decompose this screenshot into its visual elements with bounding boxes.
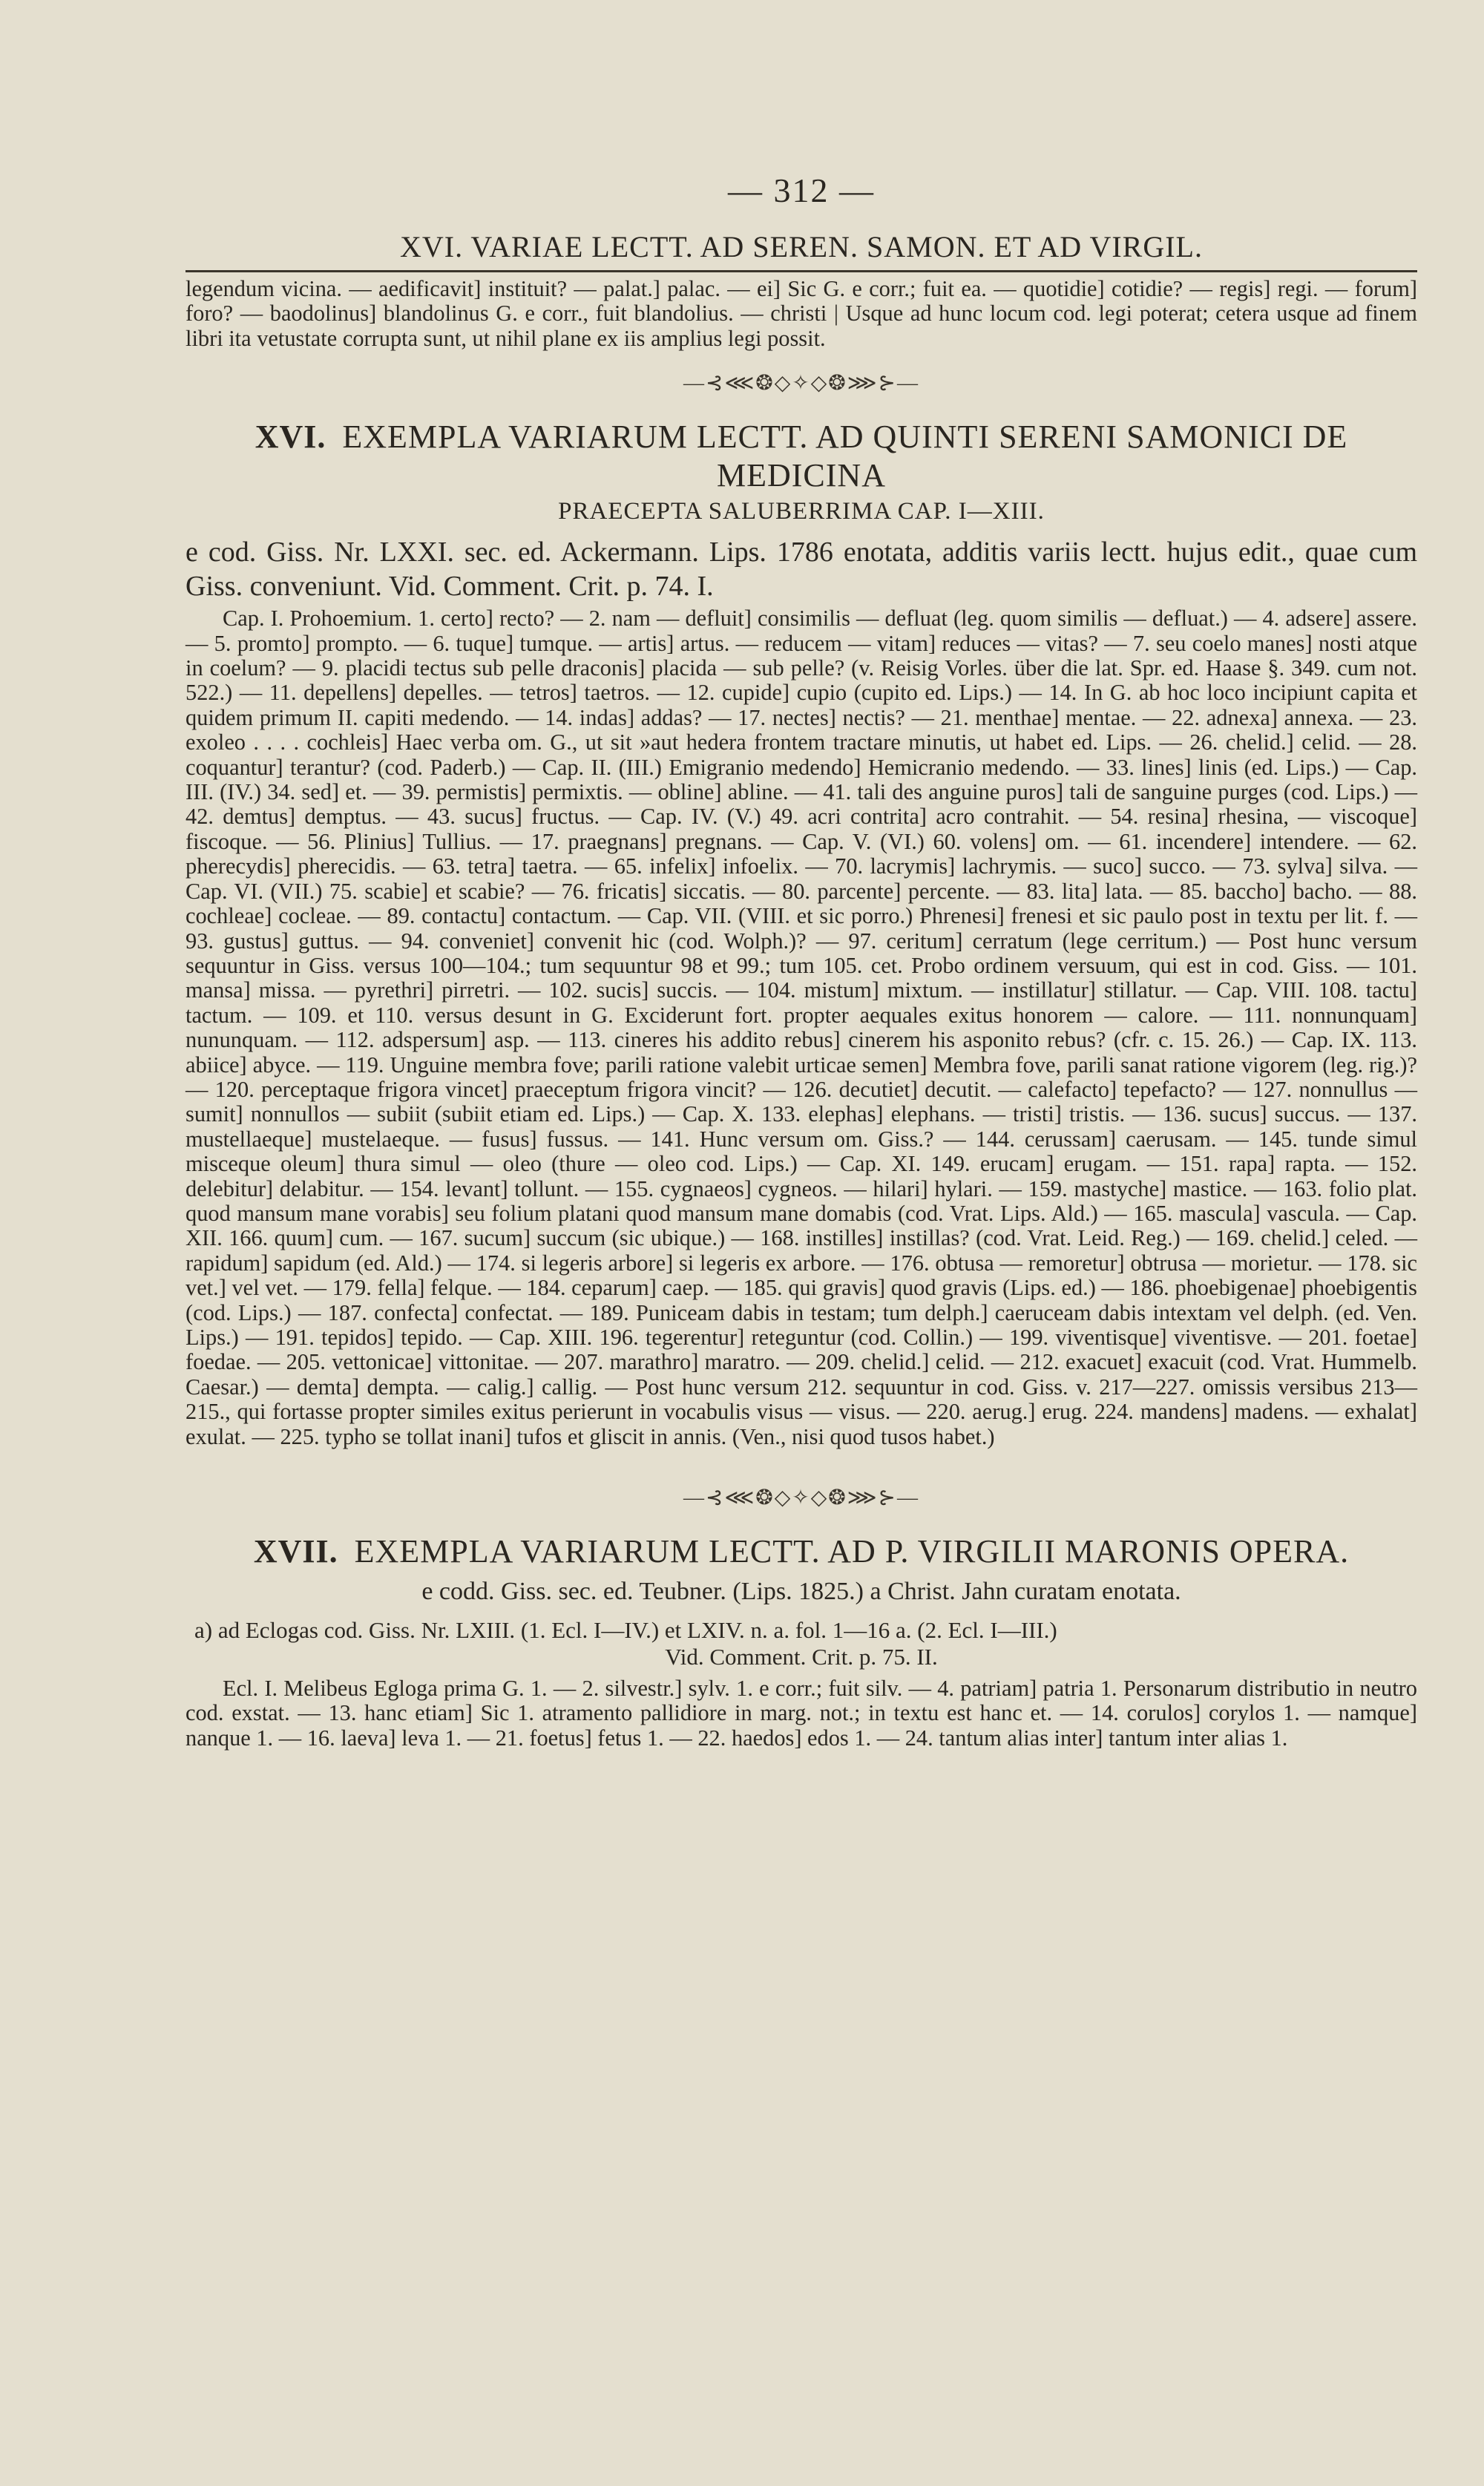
section-17-number: XVII.	[253, 1533, 338, 1570]
section-17-body: Ecl. I. Melibeus Egloga prima G. 1. — 2. silvestr.] sylv. 1. e corr.; fuit silv. — 4. patriam] patria 1. Personarum distributio in neutro cod. exstat. — 13. hanc etiam] Sic 1. atramento pallidiore in marg. not.; in textu est hanc et. — 14. corulos] corylos 1. — namque] nanque 1. — 16. laeva] leva 1. — 21. foetus] fetus 1. — 22. haedos] edos 1. — 24. tantum alias inter] tantum inter alias 1.	[186, 1676, 1417, 1751]
running-head: XVI. VARIAE LECTT. AD SEREN. SAMON. ET AD VIRGIL.	[186, 229, 1417, 272]
section-17-sub-a-ref: Vid. Comment. Crit. p. 75. II.	[665, 1644, 938, 1670]
page	[186, 171, 1417, 1751]
section-16-body: Cap. I. Prohoemium. 1. certo] recto? — 2. nam — defluit] consimilis — defluat (leg. quom similis — defluat.) — 4. adsere] assere. — 5. promto] prompto. — 6. tuque] tumque. — artis] artus. — reducem — vitam] reduces — vitas? — 7. seu coelo manes] nosti atque in coelum? — 9. placidi tectus sub pelle draconis] placida — sub pelle? (v. Reisig Vorles. über die lat. Spr. ed. Haase §. 349. cum not. 522.) — 11. depellens] depelles. — tetros] taetros. — 12. cupide] cupio (cupito ed. Lips.) — 14. In G. ab hoc loco incipiunt capita et quidem primum II. capiti medendo. — 14. indas] addas? — 17. nectes] nectis? — 21. menthae] mentae. — 22. adnexa] annexa. — 23. exoleo . . . . cochleis] Haec verba om. G., ut sit »aut hedera frontem tractare minutis, ut habet ed. Lips. — 26. chelid.] celid. — 28. coquantur] terantur? (cod. Paderb.) — Cap. II. (III.) Emigranio medendo] Hemicranio medendo. — 33. lines] linis (ed. Lips.) — Cap. III. (IV.) 34. sed] et. — 39. permistis] permixtis. — obline] abline. — 41. tali des anguine puros] tali de sanguine purges (cod. Lips.) — 42. demtus] demptus. — 43. sucus] fructus. — Cap. IV. (V.) 49. acri contrita] acro contrahit. — 54. resina] rhesina, — viscoque] fiscoque. — 56. Plinius] Tullius. — 17. praegnans] pregnans. — Cap. V. (VI.) 60. volens] om. — 61. incendere] intendere. — 62. pherecydis] pherecidis. — 63. tetra] taetra. — 65. infelix] infoelix. — 70. lacrymis] lachrymis. — suco] succo. — 73. sylva] silva. — Cap. VI. (VII.) 75. scabie] et scabie? — 76. fricatis] siccatis. — 80. parcente] percente. — 83. lita] lata. — 85. baccho] bacho. — 88. cochleae] cocleae. — 89. contactu] contactum. — Cap. VII. (VIII. et sic porro.) Phrenesi] frenesi et sic paulo post in textu per lit. f. — 93. gustus] guttus. — 94. conveniet] convenit hic (cod. Wolph.)? — 97. ceritum] cerratum (lege cerritum.) — Post hunc versum sequuntur in Giss. versus 100—104.; tum sequuntur 98 et 99.; tum 105. cet. Probo ordinem versuum, qui est in cod. Giss. — 101. mansa] missa. — pyrethri] pirretri. — 102. sucis] succis. — 104. mistum] mixtum. — instillatur] stillatur. — Cap. VIII. 108. tactu] tactum. — 109. et 110. versus desunt in G. Exciderunt fort. propter aequales exitus honorem — calore. — 111. nonnunquam] nununquam. — 112. adspersum] asp. — 113. cineres his addito rebus] cinerem his asponito rebus? (cfr. c. 15. 26.) — Cap. IX. 113. abiice] abyce. — 119. Unguine membra fove; parili ratione valebit urticae semen] Membra fove, parili sanat ratione vigorem (leg. rig.)? — 120. perceptaque frigora vincet] praeceptum frigora vincit? — 126. decutiet] decutit. — calefacto] tepefacto? — 127. nonnullus — sumit] nonnullos — subiit (subiit etiam ed. Lips.) — Cap. X. 133. elephas] elephans. — tristi] tristis. — 136. sucus] succus. — 137. mustellaeque] mustelaeque. — fusus] fussus. — 141. Hunc versum om. Giss.? — 144. cerussam] caerusam. — 145. tunde simul misceque oleum] thura simul — oleo (thure — oleo cod. Lips.) — Cap. XI. 149. erucam] erugam. — 151. rapa] rapta. — 152. delebitur] delabitur. — 154. levant] tollunt. — 155. cygnaeos] cygneos. — hilari] hylari. — 159. mastyche] mastice. — 163. folio plat. quod mansum mane vorabis] seu folium platani quod mansum mane domabis (cod. Vrat. Lips. Ald.) — 165. mascula] vascula. — Cap. XII. 166. quum] cum. — 167. sucum] succum (sic ubique.) — 168. instilles] instillas? (cod. Vrat. Leid. Reg.) — 169. chelid.] celed. — rapidum] sapidum (ed. Ald.) — 174. si legeris arbore] si legeris ex arbore. — 176. obtusa — remoretur] obtrusa — morietur. — 178. sic vet.] vel vet. — 179. fella] felque. — 184. ceparum] caep. — 185. qui gravis] quod gravis (Lips. ed.) — 186. phoebigenae] phoebigentis (cod. Lips.) — 187. confecta] confectat. — 189. Puniceam dabis in testam; tum delph.] caeruceam dabis intextam vel delph. (ed. Ven. Lips.) — 191. tepidos] tepido. — Cap. XIII. 196. tegerentur] reteguntur (cod. Collin.) — 199. viventisque] viventisve. — 201. foetae] foedae. — 205. vettonicae] vittonitae. — 207. marathro] maratro. — 209. chelid.] celid. — 212. exacuet] exacuit (cod. Vrat. Hummelb. Caesar.) — demta] dempta. — calig.] callig. — Post hunc versum 212. sequuntur in cod. Giss. v. 217—227. omissis versibus 213—215., qui fortasse propter similes exitus perierunt in vocabulis visus — visus. — 220. aerug.] erug. 224. mandens] madens. — exhalat] exulat. — 225. typho se tollat inani] tufos et gliscit in annis. (Ven., nisi quod tusos habet.)	[186, 606, 1417, 1449]
section-17-intro: e codd. Giss. sec. ed. Teubner. (Lips. 1825.) a Christ. Jahn curatam enotata.	[421, 1578, 1181, 1606]
section-16-intro: e cod. Giss. Nr. LXXI. sec. ed. Ackermann. Lips. 1786 enotata, additis variis lectt. hujus edit., quae cum Giss. conveniunt. Vid. Comment. Crit. p. 74. I.	[186, 537, 1417, 603]
section-16-title-line2: PRAECEPTA SALUBERRIMA CAP. I—XIII.	[558, 498, 1045, 525]
section-16-title-line1: EXEMPLA VARIARUM LECTT. AD QUINTI SERENI SAMONICI DE MEDICINA	[342, 419, 1348, 494]
ornament-divider: —⊰⋘❂◇✧◇❂⋙⊱—	[683, 372, 920, 396]
section-16-heading	[186, 418, 1417, 495]
ornament-divider-2: —⊰⋘❂◇✧◇❂⋙⊱—	[683, 1486, 920, 1510]
section-17-sub-a: a) ad Eclogas cod. Giss. Nr. LXIII. (1. Ecl. I—IV.) et LXIV. n. a. fol. 1—16 a. (2. Ecl. I—III.)	[194, 1617, 1057, 1644]
page-number: — 312 —	[728, 171, 875, 209]
top-paragraph: legendum vicina. — aedificavit] instituit? — palat.] palac. — ei] Sic G. e corr.; fuit ea. — quotidie] cotidie? — regis] regi. — forum] foro? — baodolinus] blandolinus G. e corr., fuit blandolius. — christi | Usque ad hunc locum cod. legi poterat; cetera usque ad finem libri ita vetustate corrupta sunt, ut nihil plane ex iis amplius legi possit.	[186, 276, 1417, 351]
section-16-number: XVI.	[255, 419, 326, 456]
section-17-title: EXEMPLA VARIARUM LECTT. AD P. VIRGILII MARONIS OPERA.	[354, 1533, 1350, 1570]
section-17-heading	[186, 1532, 1417, 1571]
